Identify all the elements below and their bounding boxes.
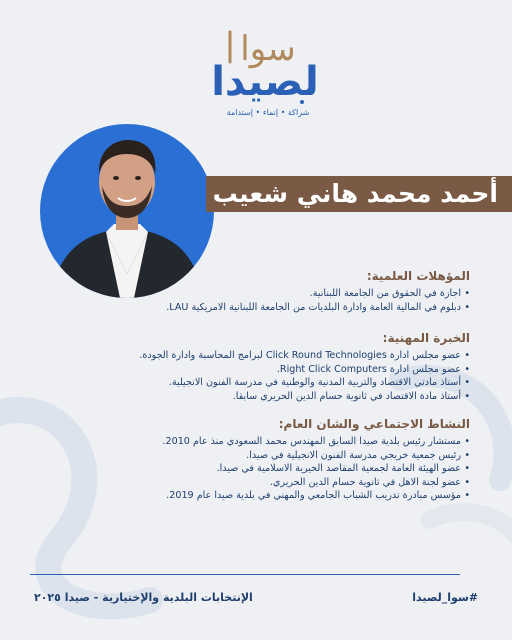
list-item: • مؤسس مبادرة تدريب الشباب الجامعي والمهني في بلدية صيدا عام 2019. (50, 489, 470, 503)
logo-tagline: شراكة • إنماء • إستدامة (226, 108, 310, 117)
list-item: • دبلوم في المالية العامة وادارة البلديات من الجامعة اللبنانية الامريكية LAU. (50, 301, 470, 315)
experience-section (50, 330, 470, 403)
list-item: • عضو مجلس ادارة Click Round Technologies لبرامج المحاسبة وادارة الجودة. (50, 349, 470, 363)
qualifications-title: المؤهلات العلمية: (366, 269, 470, 283)
logo-main-word: لصيدا (211, 59, 319, 105)
list-item: • عضو مجلس ادارة Right Click Computers. (50, 363, 470, 377)
campaign-logo (190, 22, 340, 122)
qualifications-section (50, 268, 470, 314)
list-item: • أستاذ مادتي الاقتصاد والتربية المدنية والوطنية في مدرسة الفنون الانجيلية. (50, 376, 470, 390)
experience-title: الخبرة المهنية: (382, 331, 470, 345)
footer-divider (30, 574, 460, 575)
social-activity-section (50, 416, 470, 503)
list-item: • أستاذ مادة الاقتصاد في ثانوية حسام الدين الحريري سابقا. (50, 390, 470, 404)
list-item: • رئيس جمعية خريجي مدرسة الفنون الانجيلية في صيدا. (50, 449, 470, 463)
list-item: • اجازة في الحقوق من الجامعة اللبنانية. (50, 287, 470, 301)
candidate-name: أحمد محمد هاني شعيب (212, 179, 498, 208)
footer-hashtag: #سوا_لصيدا (412, 591, 478, 604)
logo-top-word: سوا (240, 29, 296, 69)
name-banner (206, 176, 512, 212)
social-activity-title: النشاط الاجتماعي والشان العام: (278, 417, 470, 431)
list-item: • عضو لجنة الاهل في ثانوية حسام الدين الحريري. (50, 476, 470, 490)
list-item: • عضو الهيئة العامة لجمعية المقاصد الخيرية الاسلامية في صيدا. (50, 462, 470, 476)
footer-election-label: الإنتخابات البلدية والإختيارية - صيدا ٢٠٢٥ (34, 591, 253, 604)
list-item: • مستشار رئيس بلدية صيدا السابق المهندس محمد السعودي منذ عام 2010. (50, 435, 470, 449)
